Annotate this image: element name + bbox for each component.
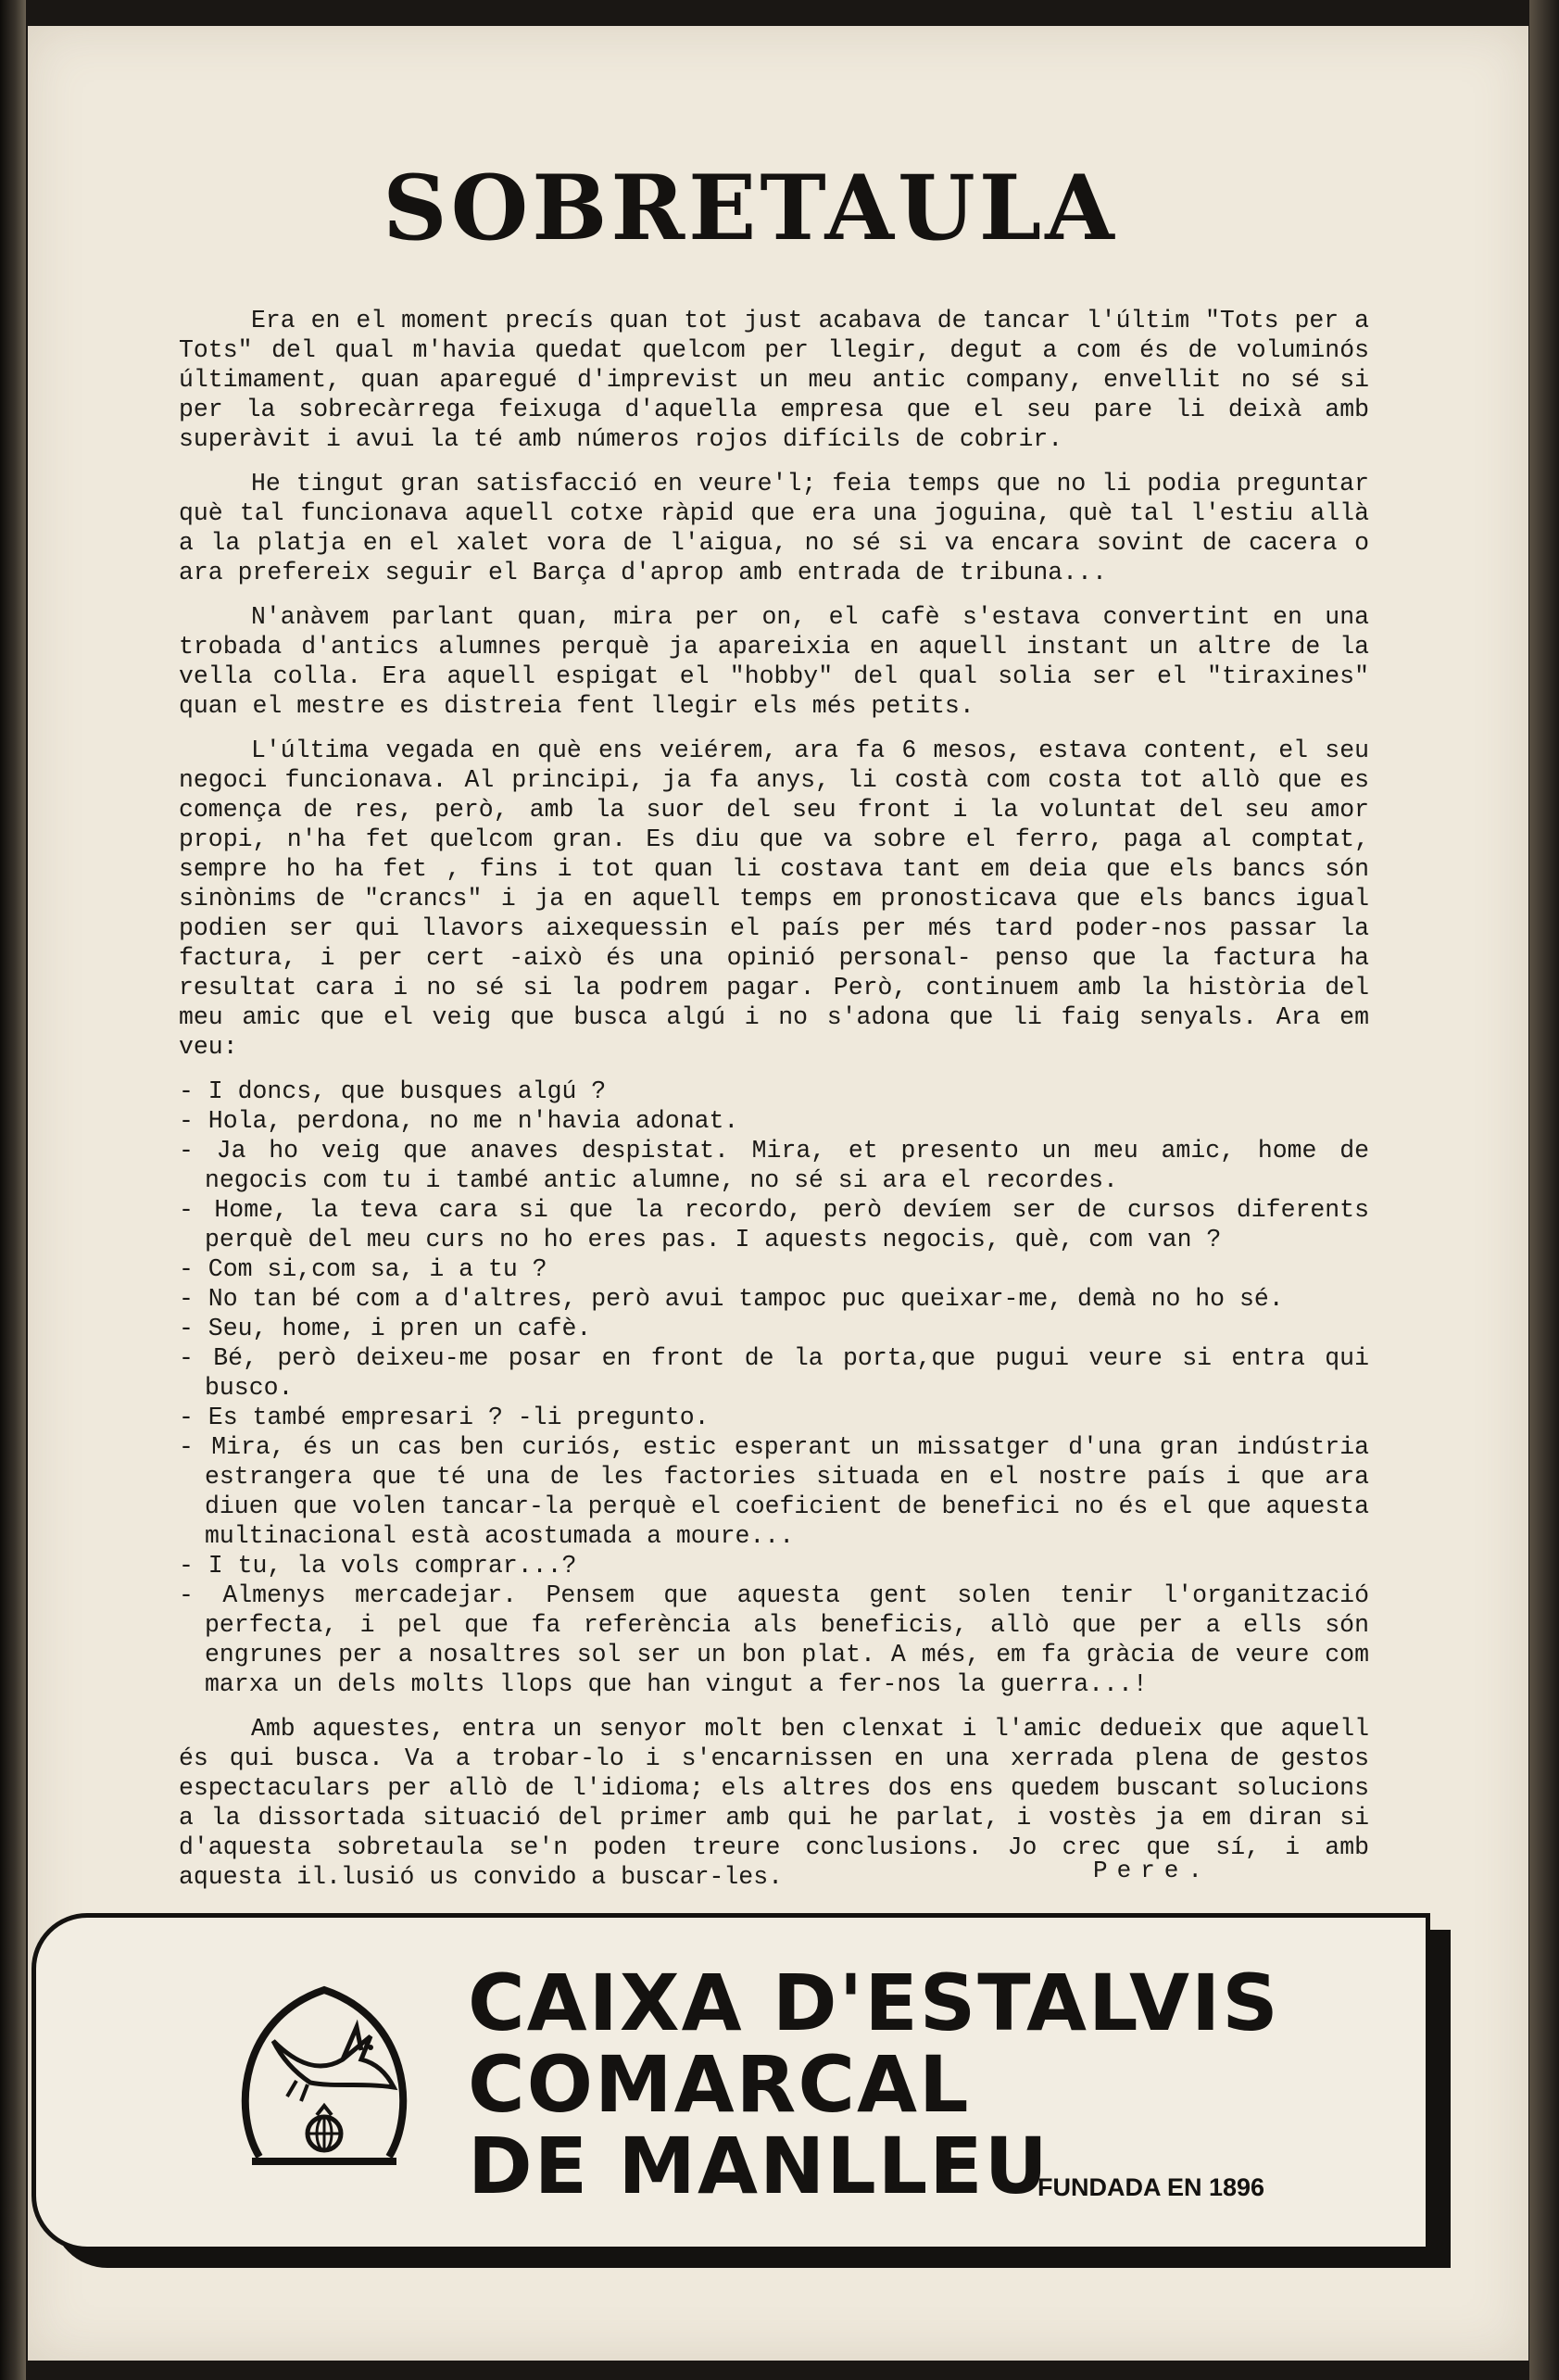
dialogue-line: - Seu, home, i pren un cafè. — [179, 1315, 592, 1342]
page-edge — [1529, 0, 1559, 2380]
dialogue-line: - Hola, perdona, no me n'havia adonat. — [179, 1107, 739, 1135]
dialogue-line: - Almenys mercadejar. Pensem que aquesta gent solen tenir l'organització perfecta, i pel que fa referència als beneficis, allò que per a ells són engrunes per a nosaltres sol ser un bon plat. A més, em fa gràcia de veure com marxa un dels molts llops que han vingut a fer-nos la guerra...! — [179, 1581, 1369, 1698]
dialogue-line: - Mira, és un cas ben curiós, estic esperant un missatger d'una gran indústria estrangera que té una de les factories situada en el nostre país i que ara diuen que volen tancar-la perquè el coeficient de benefici no és el que aquesta multinacional està acostumada a moure... — [179, 1433, 1369, 1550]
closing-paragraph: Amb aquestes, entra un senyor molt ben clenxat i l'amic dedueix que aquell és qui busca. Va a trobar-lo i s'encarnissen en una xerrada plena de gestos espectaculars per allò de l'idioma; els altres dos ens quedem buscant solucions a la dissortada situació del primer amb qui he parlat, i vostès ja em diran si d'aquesta sobretaula se'n poden treure conclusions. Jo crec que sí, i amb aquesta il.lusió us convido a buscar-les. — [179, 1715, 1369, 1891]
paragraph: L'última vegada en què ens veiérem, ara fa 6 mesos, estava content, el seu negoci funcionava. Al principi, ja fa anys, li costà com costa tot allò que es comença de res, però, amb la suor del seu front i la voluntat del seu amor propi, n'ha fet quelcom gran. Es diu que va sobre el ferro, paga al comptat, sempre ho ha fet , fins i tot quan li costava tant em deia que els bancs són sinònims de "crancs" i ja en aquell temps em pronosticava que els bancs igual podien ser qui llavors aixequessin el país per més tard poder-nos passar la factura, i per cert -això és una opinió personal- penso que la factura ha resultat cara i no sé si la podrem pagar. Però, continuem amb la història del meu amic que el veig que busca algú i no s'adona que li faig senyals. Ara em veu: — [179, 737, 1369, 1061]
dialogue-line: - Ja ho veig que anaves despistat. Mira, et presento un meu amic, home de negocis com tu i també antic alumne, no sé si ara el recordes. — [179, 1137, 1369, 1194]
dialogue-line: - Com si,com sa, i a tu ? — [179, 1255, 547, 1283]
dialogue-list — [179, 1077, 1369, 1699]
paragraph: He tingut gran satisfacció en veure'l; feia temps que no li podia preguntar què tal funcionava aquell cotxe ràpid que era una joguina, què tal l'estiu allà a la platja en el xalet vora de l'aigua, no sé si va encara sovint de cacera o ara prefereix seguir el Barça d'aprop amb entrada de tribuna... — [179, 470, 1369, 586]
bank-name-line-2: COMARCAL — [468, 2039, 971, 2130]
dialogue-line: - I doncs, que busques algú ? — [179, 1077, 607, 1105]
article-title: SOBRETAULA — [383, 156, 1118, 260]
dove-globe-logo-icon — [232, 1971, 417, 2185]
dialogue-line: - Home, la teva cara si que la recordo, però devíem ser de cursos diferents perquè del meu curs no ho eres pas. I aquests negocis, què, com van ? — [179, 1196, 1369, 1253]
bank-name-line-1: CAIXA D'ESTALVIS — [468, 1958, 1280, 2048]
dialogue-line: - I tu, la vols comprar...? — [179, 1552, 577, 1580]
founded-label: FUNDADA EN 1896 — [1037, 2173, 1265, 2201]
bank-name-line-3: DE MANLLEU — [468, 2121, 1050, 2211]
paragraph: N'anàvem parlant quan, mira per on, el cafè s'estava convertint en una trobada d'antics alumnes perquè ja apareixia en aquell instant un altre de la vella colla. Era aquell espigat el "hobby" del qual solia ser el "tiraxines" quan el mestre es distreia fent llegir els més petits. — [179, 603, 1369, 720]
paragraph: Era en el moment precís quan tot just acabava de tancar l'últim "Tots per a Tots" del qual m'havia quedat quelcom per llegir, degut a com és de voluminós últimament, quan aparegué d'imprevist un meu antic company, envellit no sé si per la sobrecàrrega feixuga d'aquella empresa que el seu pare li deixà amb superàvit i avui la té amb números rojos difícils de cobrir. — [179, 307, 1369, 453]
article-body — [179, 306, 1369, 1892]
dialogue-line: - Es també empresari ? -li pregunto. — [179, 1404, 710, 1431]
book-spine — [0, 0, 26, 2380]
author-signature: Pere. — [1093, 1857, 1213, 1884]
dialogue-line: - No tan bé com a d'altres, però avui tampoc puc queixar-me, demà no ho sé. — [179, 1285, 1284, 1313]
dialogue-line: - Bé, però deixeu-me posar en front de la porta,que pugui veure si entra qui busco. — [179, 1344, 1369, 1402]
